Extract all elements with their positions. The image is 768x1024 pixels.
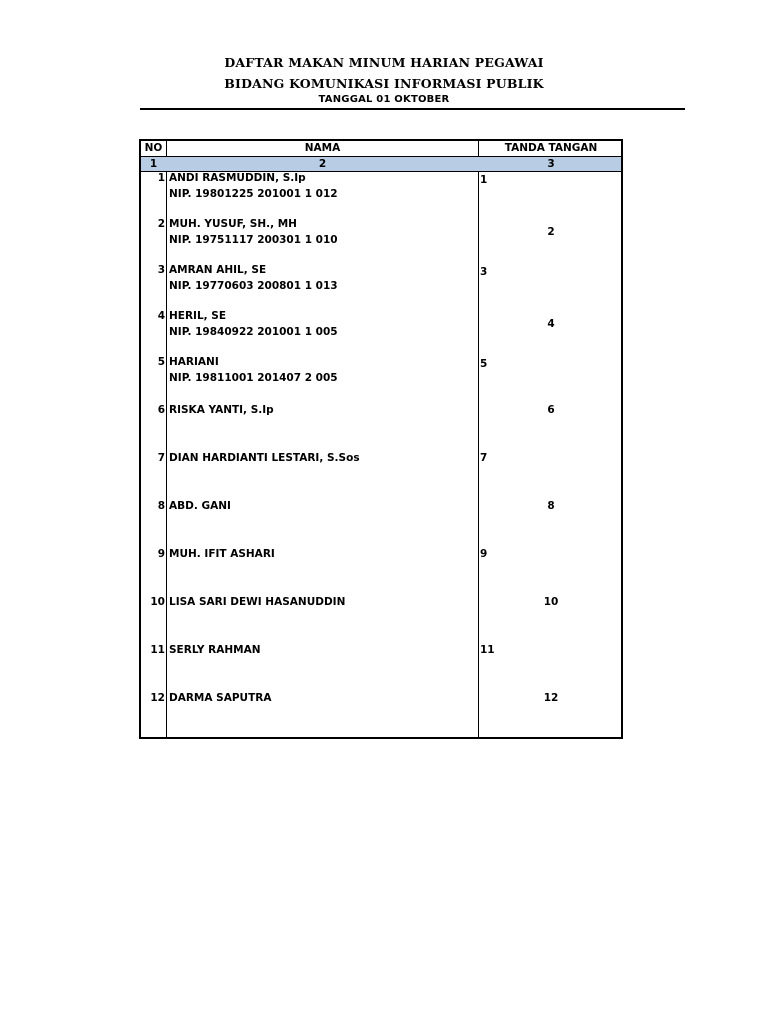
row-number: 9: [157, 548, 165, 560]
index-tanda-tangan: 3: [547, 158, 555, 170]
employee-name: MUH. YUSUF, SH., MH: [169, 218, 297, 230]
index-no: 1: [149, 158, 158, 170]
document-title: DAFTAR MAKAN MINUM HARIAN PEGAWAI: [224, 55, 544, 70]
signature-slot: 8: [547, 500, 555, 512]
row-number: 12: [150, 692, 165, 704]
row-number: 6: [157, 404, 165, 416]
signature-slot: 10: [543, 596, 559, 608]
employee-nip: NIP. 19801225 201001 1 012: [169, 188, 338, 200]
header-no: NO: [144, 142, 163, 154]
row-number: 11: [150, 644, 165, 656]
employee-name: HARIANI: [169, 356, 219, 368]
row-number: 2: [157, 218, 165, 230]
header-divider: [140, 108, 685, 110]
index-nama: 2: [318, 158, 327, 170]
employee-name: HERIL, SE: [169, 310, 227, 322]
header-tanda-tangan: TANDA TANGAN: [504, 142, 598, 154]
signature-slot: 7: [480, 452, 488, 464]
employee-name: SERLY RAHMAN: [169, 644, 261, 656]
row-number: 1: [157, 172, 165, 184]
employee-nip: NIP. 19811001 201407 2 005: [169, 372, 338, 384]
employee-name: LISA SARI DEWI HASANUDDIN: [169, 596, 346, 608]
signature-slot: 2: [547, 226, 555, 238]
employee-name: MUH. IFIT ASHARI: [169, 548, 275, 560]
date-line: TANGGAL 01 OKTOBER: [318, 94, 450, 105]
employee-name: AMRAN AHIL, SE: [169, 264, 267, 276]
employee-name: ABD. GANI: [169, 500, 231, 512]
signature-slot: 1: [480, 174, 488, 186]
employee-name: DIAN HARDIANTI LESTARI, S.Sos: [169, 452, 360, 464]
row-number: 7: [157, 452, 165, 464]
row-number: 4: [157, 310, 165, 322]
signature-slot: 6: [547, 404, 555, 416]
employee-nip: NIP. 19840922 201001 1 005: [169, 326, 338, 338]
table-index-row: [141, 157, 621, 172]
row-number: 8: [157, 500, 165, 512]
signature-slot: 5: [480, 358, 488, 370]
header-nama: NAMA: [304, 142, 341, 154]
row-number: 3: [157, 264, 165, 276]
column-divider: [166, 141, 167, 737]
row-number: 10: [150, 596, 165, 608]
employee-nip: NIP. 19751117 200301 1 010: [169, 234, 338, 246]
signature-slot: 9: [480, 548, 488, 560]
signature-slot: 12: [543, 692, 559, 704]
department-title: BIDANG KOMUNIKASI INFORMASI PUBLIK: [224, 76, 544, 91]
signature-slot: 3: [480, 266, 488, 278]
signature-slot: 4: [547, 318, 555, 330]
employee-name: ANDI RASMUDDIN, S.Ip: [169, 172, 306, 184]
row-number: 5: [157, 356, 165, 368]
employee-nip: NIP. 19770603 200801 1 013: [169, 280, 338, 292]
attendance-table: [139, 139, 623, 739]
employee-name: DARMA SAPUTRA: [169, 692, 272, 704]
employee-name: RISKA YANTI, S.Ip: [169, 404, 274, 416]
signature-slot: 11: [480, 644, 495, 656]
table-header-row: [141, 141, 621, 157]
